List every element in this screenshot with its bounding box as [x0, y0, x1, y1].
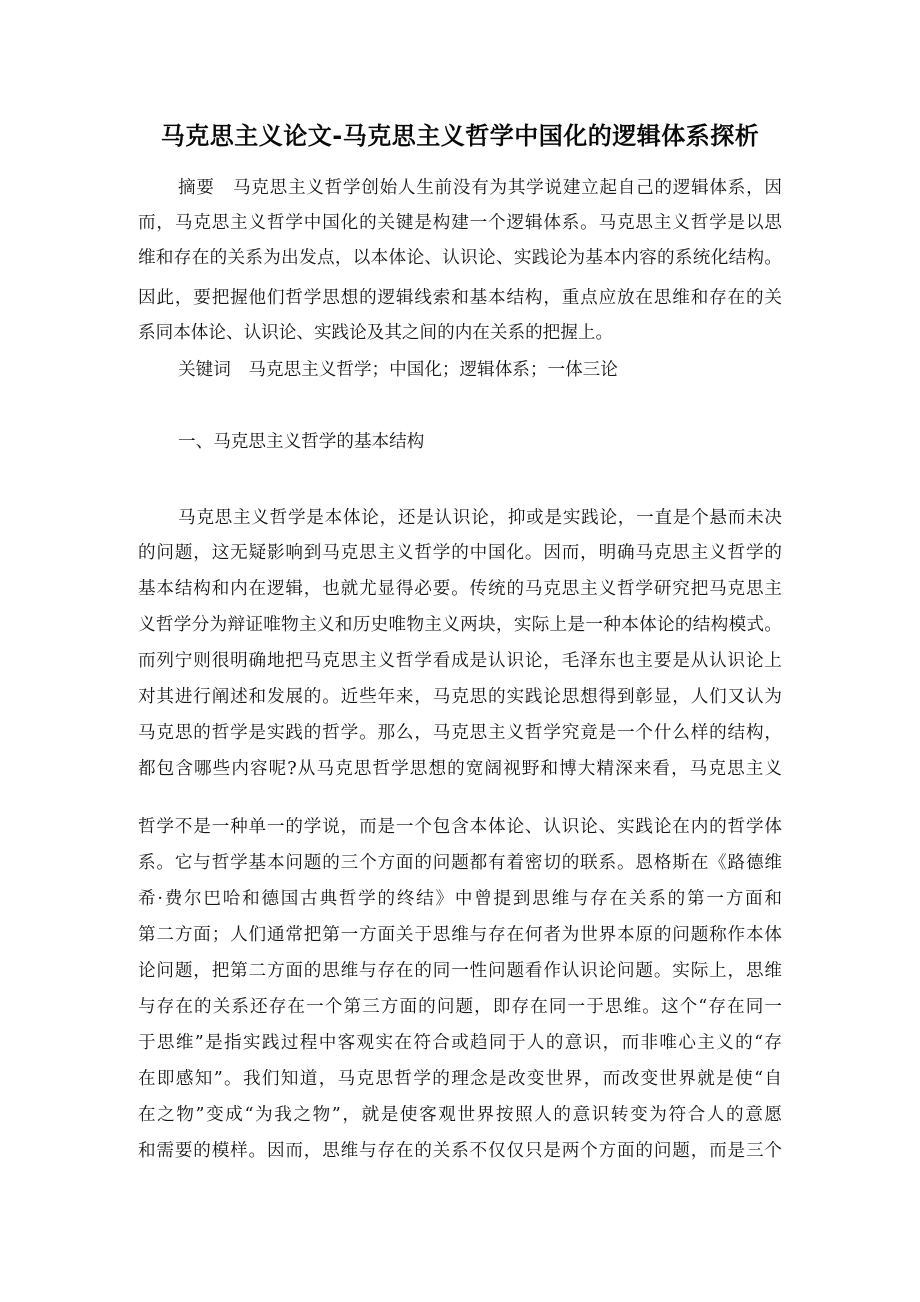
- body-line: 于思维”是指实践过程中客观实在符合或趋同于人的意识，而非唯心主义的“存: [138, 1033, 782, 1053]
- body-line: 马克思的哲学是实践的哲学。那么，马克思主义哲学究竟是一个什么样的结构，: [138, 723, 782, 743]
- section-heading: 一、马克思主义哲学的基本结构: [178, 432, 425, 452]
- abstract-line: 摘要 马克思主义哲学创始人生前没有为其学说建立起自己的逻辑体系，因: [178, 178, 782, 198]
- body-line: 的问题，这无疑影响到马克思主义哲学的中国化。因而，明确马克思主义哲学的: [138, 543, 782, 563]
- body-line: 与存在的关系还存在一个第三方面的问题，即存在同一于思维。这个“存在同一: [138, 997, 782, 1017]
- keywords-line: 关键词 马克思主义哲学；中国化；逻辑体系；一体三论: [178, 360, 618, 380]
- body-line: 系。它与哲学基本问题的三个方面的问题都有着密切的联系。恩格斯在《路德维: [138, 853, 782, 873]
- body-line: 希·费尔巴哈和德国古典哲学的终结》中曾提到思维与存在关系的第一方面和: [138, 889, 782, 909]
- body-line: 在之物”变成“为我之物”，就是使客观世界按照人的意识转变为符合人的意愿: [138, 1105, 782, 1125]
- document-title: 马克思主义论文-马克思主义哲学中国化的逻辑体系探析: [160, 122, 760, 150]
- body-line: 义哲学分为辩证唯物主义和历史唯物主义两块，实际上是一种本体论的结构模式。: [138, 615, 782, 635]
- body-line: 和需要的模样。因而，思维与存在的关系不仅仅只是两个方面的问题，而是三个: [138, 1141, 782, 1161]
- body-line: 而列宁则很明确地把马克思主义哲学看成是认识论，毛泽东也主要是从认识论上: [138, 651, 782, 671]
- body-line: 基本结构和内在逻辑，也就尤显得必要。传统的马克思主义哲学研究把马克思主: [138, 579, 782, 599]
- body-line: 马克思主义哲学是本体论，还是认识论，抑或是实践论，一直是个悬而未决: [178, 508, 782, 528]
- body-line: 第二方面；人们通常把第一方面关于思维与存在何者为世界本原的问题称作本体: [138, 925, 782, 945]
- abstract-line: 因此，要把握他们哲学思想的逻辑线索和基本结构，重点应放在思维和存在的关: [138, 288, 782, 308]
- body-line: 都包含哪些内容呢?从马克思哲学思想的宽阔视野和博大精深来看，马克思主义: [138, 759, 782, 779]
- abstract-line: 维和存在的关系为出发点，以本体论、认识论、实践论为基本内容的系统化结构。: [138, 248, 782, 268]
- abstract-line: 而，马克思主义哲学中国化的关键是构建一个逻辑体系。马克思主义哲学是以思: [138, 213, 782, 233]
- body-line: 论问题，把第二方面的思维与存在的同一性问题看作认识论问题。实际上，思维: [138, 961, 782, 981]
- body-line: 哲学不是一种单一的学说，而是一个包含本体论、认识论、实践论在内的哲学体: [138, 817, 782, 837]
- body-line: 在即感知”。我们知道，马克思哲学的理念是改变世界，而改变世界就是使“自: [138, 1069, 782, 1089]
- abstract-line: 系同本体论、认识论、实践论及其之间的内在关系的把握上。: [138, 323, 614, 343]
- body-line: 对其进行阐述和发展的。近些年来，马克思的实践论思想得到彰显，人们又认为: [138, 687, 782, 707]
